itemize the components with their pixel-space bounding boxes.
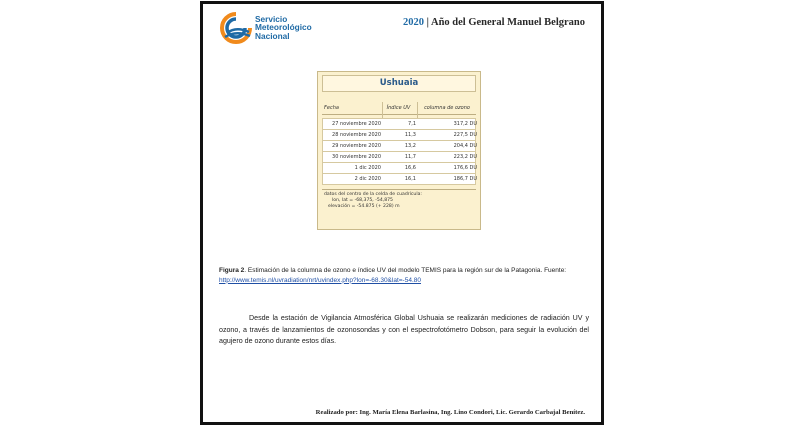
cell-uv: 11,7 [404, 154, 416, 160]
column-header-ozone: columna de ozono [424, 105, 470, 111]
cell-ozone: 204,4 DU [453, 143, 477, 149]
table-row [322, 173, 476, 185]
cell-uv: 7,1 [408, 121, 416, 127]
column-header-fecha: Fecha [324, 105, 339, 111]
note-line: datos del centro de la celda de cuadrícula: [324, 192, 422, 197]
note-line: elevación = -54.875 (+ 228) m [328, 204, 400, 210]
smn-logo [219, 11, 329, 47]
cell-fecha: 29 noviembre 2020 [332, 143, 381, 149]
cell-fecha: 2 dic 2020 [354, 176, 381, 182]
header-motto-text: Año del General Manuel Belgrano [431, 17, 585, 28]
uv-ozone-table [317, 71, 481, 230]
cell-ozone: 176,6 DU [453, 165, 477, 171]
column-header-uv: Índice UV [386, 105, 411, 111]
cell-uv: 16,6 [404, 165, 416, 171]
cell-uv: 13,2 [404, 143, 416, 149]
caption-text: . Estimación de la columna de ozono e índice UV del modelo TEMIS para la región sur de la Patagonia. Fuente: [244, 267, 567, 274]
logo-text [255, 15, 312, 40]
figure-caption [219, 266, 591, 285]
document-page [200, 1, 604, 425]
cell-ozone: 186,7 DU [453, 176, 477, 182]
source-link[interactable]: http://www.temis.nl/uvradiation/nrt/uvindex.php?lon=-68.30&lat=-54.80 [219, 276, 421, 284]
grid-cell-note [322, 189, 476, 230]
credit-line: Realizado por: Ing. María Elena Barlasina, Ing. Lino Condori, Lic. Gerardo Carbajal Benítez. [315, 409, 585, 416]
header-motto [403, 17, 585, 28]
figure-label: Figura 2 [219, 267, 245, 274]
cell-fecha: 30 noviembre 2020 [332, 154, 381, 160]
note-line: lon, lat = -68,375, -54,875 [332, 198, 393, 204]
header-year: 2020 [403, 17, 425, 28]
cell-ozone: 317,2 DU [453, 121, 477, 127]
logo-line: Nacional [255, 30, 290, 41]
table-title: Ushuaia [322, 75, 476, 92]
body-paragraph [219, 313, 589, 348]
cell-fecha: 28 noviembre 2020 [332, 132, 381, 138]
logo-line: Servicio [255, 14, 288, 24]
cell-ozone: 223,2 DU [453, 154, 477, 160]
body-text: Desde la estación de Vigilancia Atmosférica Global Ushuaia se realizarán mediciones de radiación UV y ozono, a través de lanzamientos de ozonosondas y con el espectrofotómetro Dobson, para seguir la evolución del agujero de ozono durante estos días. [219, 314, 589, 345]
table-header [322, 102, 476, 115]
cell-fecha: 1 dic 2020 [354, 165, 381, 171]
logo-line: Meteorológico [255, 22, 312, 33]
cell-uv: 11,3 [404, 132, 416, 138]
cell-fecha: 27 noviembre 2020 [332, 121, 381, 127]
cell-ozone: 227,5 DU [453, 132, 477, 138]
smn-swirl-logo-icon [219, 11, 253, 45]
cell-uv: 16,1 [404, 176, 416, 182]
header-separator: | [426, 17, 429, 28]
